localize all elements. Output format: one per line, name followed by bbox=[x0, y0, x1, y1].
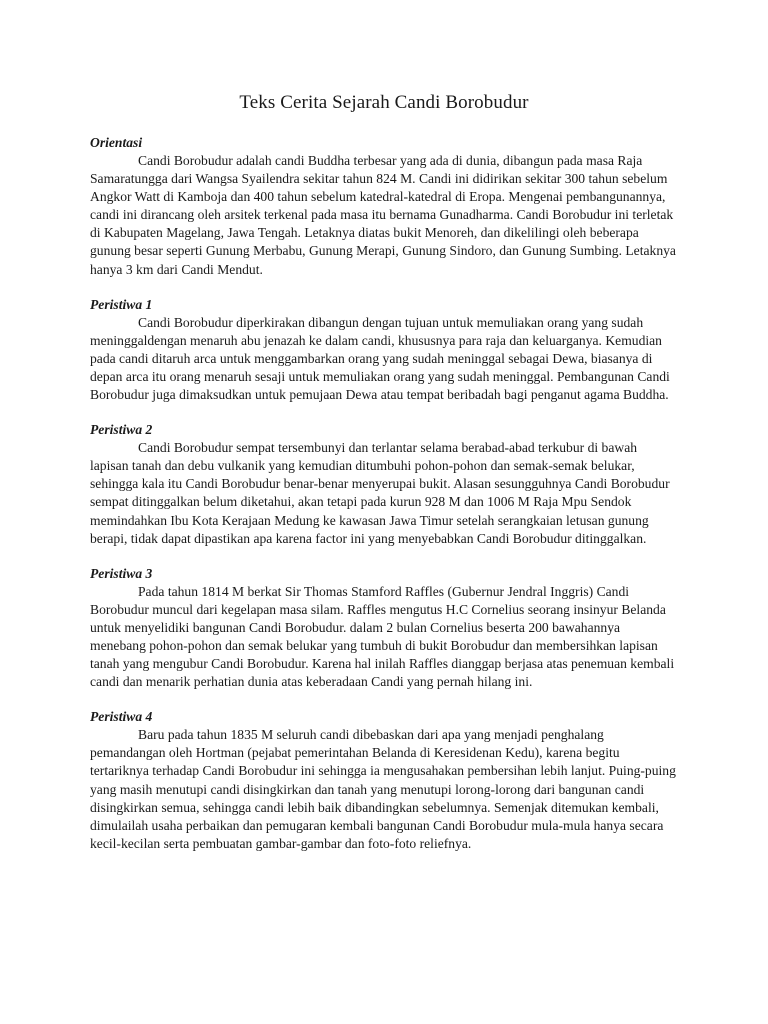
section-heading: Peristiwa 1 bbox=[90, 296, 153, 312]
section-peristiwa-4 bbox=[90, 708, 678, 853]
section-peristiwa-3 bbox=[90, 565, 678, 692]
section-paragraph: Candi Borobudur diperkirakan dibangun dengan tujuan untuk memuliakan orang yang sudah meninggaldengan menaruh abu jenazah ke dalam candi, khususnya para raja dan keluarganya. Kemudian pada candi ditaruh arca untuk menggambarkan orang yang sudah meninggal sebagai Dewa, biasanya di depan arca itu orang menaruh sesaji untuk memuliakan orang yang sudah meninggal. Pembangunan Candi Borobudur juga dimaksudkan untuk pemujaan Dewa atau tempat beribadah bagi penganut agama Buddha. bbox=[90, 314, 670, 403]
section-heading: Orientasi bbox=[90, 135, 143, 150]
section-paragraph: Baru pada tahun 1835 M seluruh candi dibebaskan dari apa yang menjadi penghalang pemandangan oleh Hortman (pejabat pemerintahan Belanda di Keresidenan Kedu), karena begitu tertariknya terhadap Candi Borobudur ini sehingga ia mengusahakan pembersihan lebih lanjut. Puing-puing yang masih menutupi candi disingkirkan dan tanah yang menutupi lorong-lorong dari bangunan candi disingkirkan semua, sehingga candi lebih baik dibandingkan sebelumnya. Semenjak ditemukan kembali, dimulailah usaha perbaikan dan pemugaran kembali bangunan Candi Borobudur mula-mula hanya secara kecil-kecilan serta pembuatan gambar-gambar dan foto-foto reliefnya. bbox=[90, 727, 676, 851]
document-title: Teks Cerita Sejarah Candi Borobudur bbox=[239, 92, 529, 113]
section-paragraph: Candi Borobudur adalah candi Buddha terbesar yang ada di dunia, dibangun pada masa Raja Samaratungga dari Wangsa Syailendra sekitar tahun 824 M. Candi ini didirikan sekitar 300 tahun sebelum Angkor Watt di Kamboja dan 400 tahun sebelum katedral-katedral di Eropa. Mengenai pembangunannya, candi ini dirancang oleh arsitek terkenal pada masa itu bernama Gunadharma. Candi Borobudur ini terletak di Kabupaten Magelang, Jawa Tengah. Letaknya diatas bukit Menoreh, dan dikelilingi oleh beberapa gunung besar seperti Gunung Merbabu, Gunung Merapi, Gunung Sindoro, dan Gunung Sumbing. Letaknya hanya 3 km dari Candi Mendut. bbox=[90, 153, 676, 277]
section-orientasi bbox=[90, 134, 678, 279]
section-heading: Peristiwa 4 bbox=[90, 709, 153, 725]
section-paragraph: Pada tahun 1814 M berkat Sir Thomas Stamford Raffles (Gubernur Jendral Inggris) Candi Borobudur muncul dari kegelapan masa silam. Raffles mengutus H.C Cornelius seorang insinyur Belanda untuk menyelidiki bangunan Candi Borobudur. dalam 2 bulan Cornelius beserta 200 bawahannya menebang pohon-pohon dan semak belukar yang tumbuh di bukit Borobudur dan membersihkan lapisan tanah yang mengubur Candi Borobudur. Karena hal inilah Raffles dianggap berjasa atas penemuan kembali candi dan menarik perhatian dunia atas keberadaan Candi yang pernah hilang ini. bbox=[90, 583, 675, 690]
section-heading: Peristiwa 2 bbox=[90, 422, 153, 438]
section-heading: Peristiwa 3 bbox=[90, 565, 153, 581]
section-peristiwa-2 bbox=[90, 421, 678, 548]
section-paragraph: Candi Borobudur sempat tersembunyi dan terlantar selama berabad-abad terkubur di bawah lapisan tanah dan debu vulkanik yang kemudian ditumbuhi pohon-pohon dan semak-semak belukar, sehingga kala itu Candi Borobudur benar-benar menyerupai bukit. Alasan sesungguhnya Candi Borobudur sempat ditinggalkan belum diketahui, akan tetapi pada kurun 928 M dan 1006 M Raja Mpu Sendok memindahkan Ibu Kota Kerajaan Medung ke kawasan Jawa Timur setelah serangkaian letusan gunung berapi, tidak dapat dipastikan apa karena factor ini yang menyebabkan Candi Borobudur ditinggalkan. bbox=[90, 440, 670, 546]
section-peristiwa-1 bbox=[90, 296, 678, 404]
